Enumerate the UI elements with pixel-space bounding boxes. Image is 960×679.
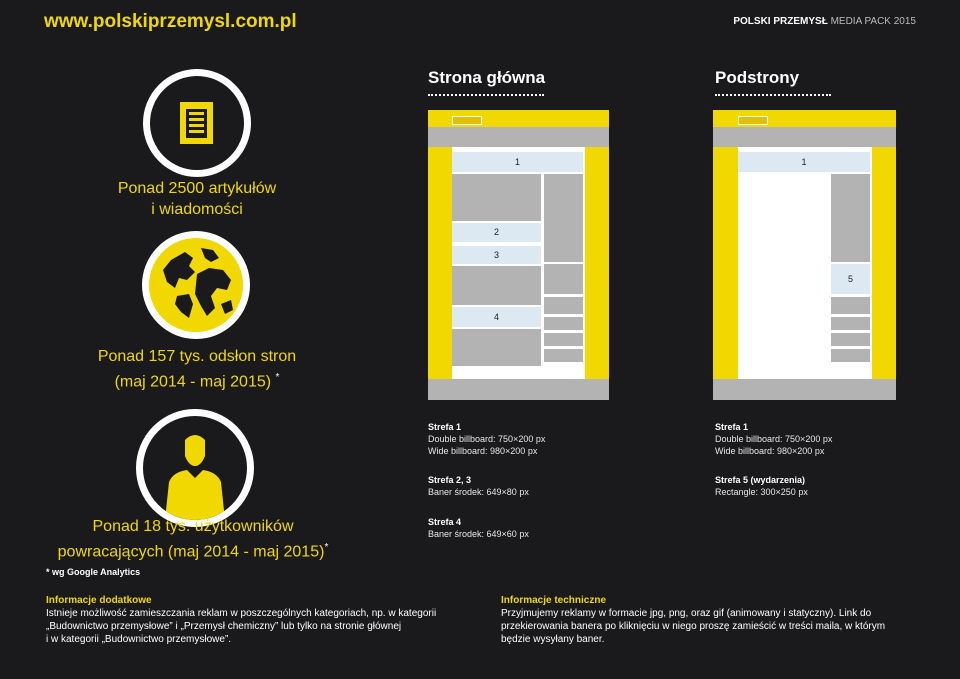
mock-footer-bar [713, 379, 896, 400]
media-pack-label: MEDIA PACK 2015 [830, 16, 916, 27]
zone-spec: Baner środek: 649×80 px [428, 487, 529, 497]
footnote: * wg Google Analytics [46, 567, 141, 577]
mock-sidebar-block [831, 174, 870, 262]
mock-sidebar-block [544, 317, 583, 330]
zone-title: Strefa 5 (wydarzenia) [715, 475, 806, 485]
mock-sidebar-block [544, 333, 583, 346]
mock-top-bar [428, 127, 609, 147]
info-additional [46, 594, 466, 646]
slot-5: 5 [831, 264, 870, 294]
slot-3: 3 [452, 246, 541, 264]
mock-sidebar-block [544, 264, 583, 294]
info-line: będzie wysyłany baner. [501, 634, 605, 645]
mock-sidebar-block [831, 333, 870, 346]
mock-sidebar-block [544, 349, 583, 362]
site-url[interactable]: www.polskiprzemysl.com.pl [44, 11, 297, 32]
mock-sidebar-block [831, 297, 870, 314]
stat-line: Ponad 2500 artykułów [117, 180, 277, 197]
subpage-layout-mock [713, 110, 896, 400]
header-brand [733, 16, 916, 27]
home-zone-4 [428, 516, 529, 540]
home-zone-2-3 [428, 474, 529, 498]
info-technical [501, 594, 911, 646]
zone-spec: Double billboard: 750×200 px [428, 434, 546, 444]
footnote-mark: * [324, 542, 329, 553]
sub-column-title: Podstrony [715, 68, 800, 87]
mock-block [452, 174, 541, 221]
slot-1: 1 [738, 152, 870, 172]
stat-period: powracających (maj 2014 - maj 2015) [57, 543, 325, 561]
mock-footer-bar [428, 379, 609, 400]
title-divider [715, 94, 831, 96]
document-icon [143, 69, 251, 177]
info-title: Informacje techniczne [501, 595, 607, 606]
mock-block [452, 329, 541, 366]
stat-users [30, 516, 356, 562]
stat-pageviews [72, 346, 322, 392]
zone-spec: Wide billboard: 980×200 px [715, 446, 825, 456]
home-column-title: Strona główna [428, 68, 546, 87]
slot-2: 2 [452, 223, 541, 242]
info-line: Przyjmujemy reklamy w formacie jpg, png, oraz gif (animowany i statyczny). Link do [501, 608, 872, 619]
stat-line: Ponad 157 tys. odsłon stron [97, 348, 297, 365]
zone-spec: Baner środek: 649×60 px [428, 529, 529, 539]
globe-icon [142, 231, 250, 339]
mock-sidebar-block [831, 349, 870, 362]
zone-title: Strefa 4 [428, 517, 462, 527]
zone-title: Strefa 1 [428, 422, 462, 432]
sub-zone-1 [715, 421, 832, 457]
zone-spec: Wide billboard: 980×200 px [428, 446, 538, 456]
brand-name: POLSKI PRZEMYSŁ [733, 16, 828, 27]
mock-logo [452, 116, 482, 125]
slot-1: 1 [452, 152, 583, 172]
zone-title: Strefa 2, 3 [428, 475, 472, 485]
zone-spec: Rectangle: 300×250 px [715, 487, 808, 497]
info-line: Istnieje możliwość zamieszczania reklam w poszczególnych kategoriach, np. w kategorii [46, 608, 437, 619]
home-layout-mock [428, 110, 609, 400]
stat-articles [72, 178, 322, 220]
info-title: Informacje dodatkowe [46, 595, 152, 606]
stat-line: Ponad 18 tys. użytkowników [92, 518, 294, 535]
stat-line [72, 367, 322, 392]
sub-zone-5 [715, 474, 808, 498]
info-line: i w kategorii „Budownictwo przemysłowe”. [46, 634, 232, 645]
user-icon [136, 409, 254, 527]
stat-line [30, 537, 356, 562]
slot-4: 4 [452, 307, 541, 327]
mock-block [452, 266, 541, 305]
footnote-mark: * [275, 372, 280, 383]
title-divider [428, 94, 544, 96]
zone-spec: Double billboard: 750×200 px [715, 434, 833, 444]
stat-line: i wiadomości [151, 201, 243, 218]
mock-sidebar-block [544, 297, 583, 314]
home-zone-1 [428, 421, 545, 457]
mock-sidebar-block [831, 317, 870, 330]
zone-title: Strefa 1 [715, 422, 749, 432]
mock-logo [738, 116, 768, 125]
info-line: przekierowania banera po kliknięciu w niego proszę zamieścić w treści maila, w którym [501, 621, 886, 632]
mock-top-bar [713, 127, 896, 147]
info-line: „Budownictwo przemysłowe” i „Przemysł chemiczny” lub tylko na stronie głównej [46, 621, 402, 632]
mock-sidebar-block [544, 174, 583, 262]
stat-period: (maj 2014 - maj 2015) [114, 373, 272, 391]
